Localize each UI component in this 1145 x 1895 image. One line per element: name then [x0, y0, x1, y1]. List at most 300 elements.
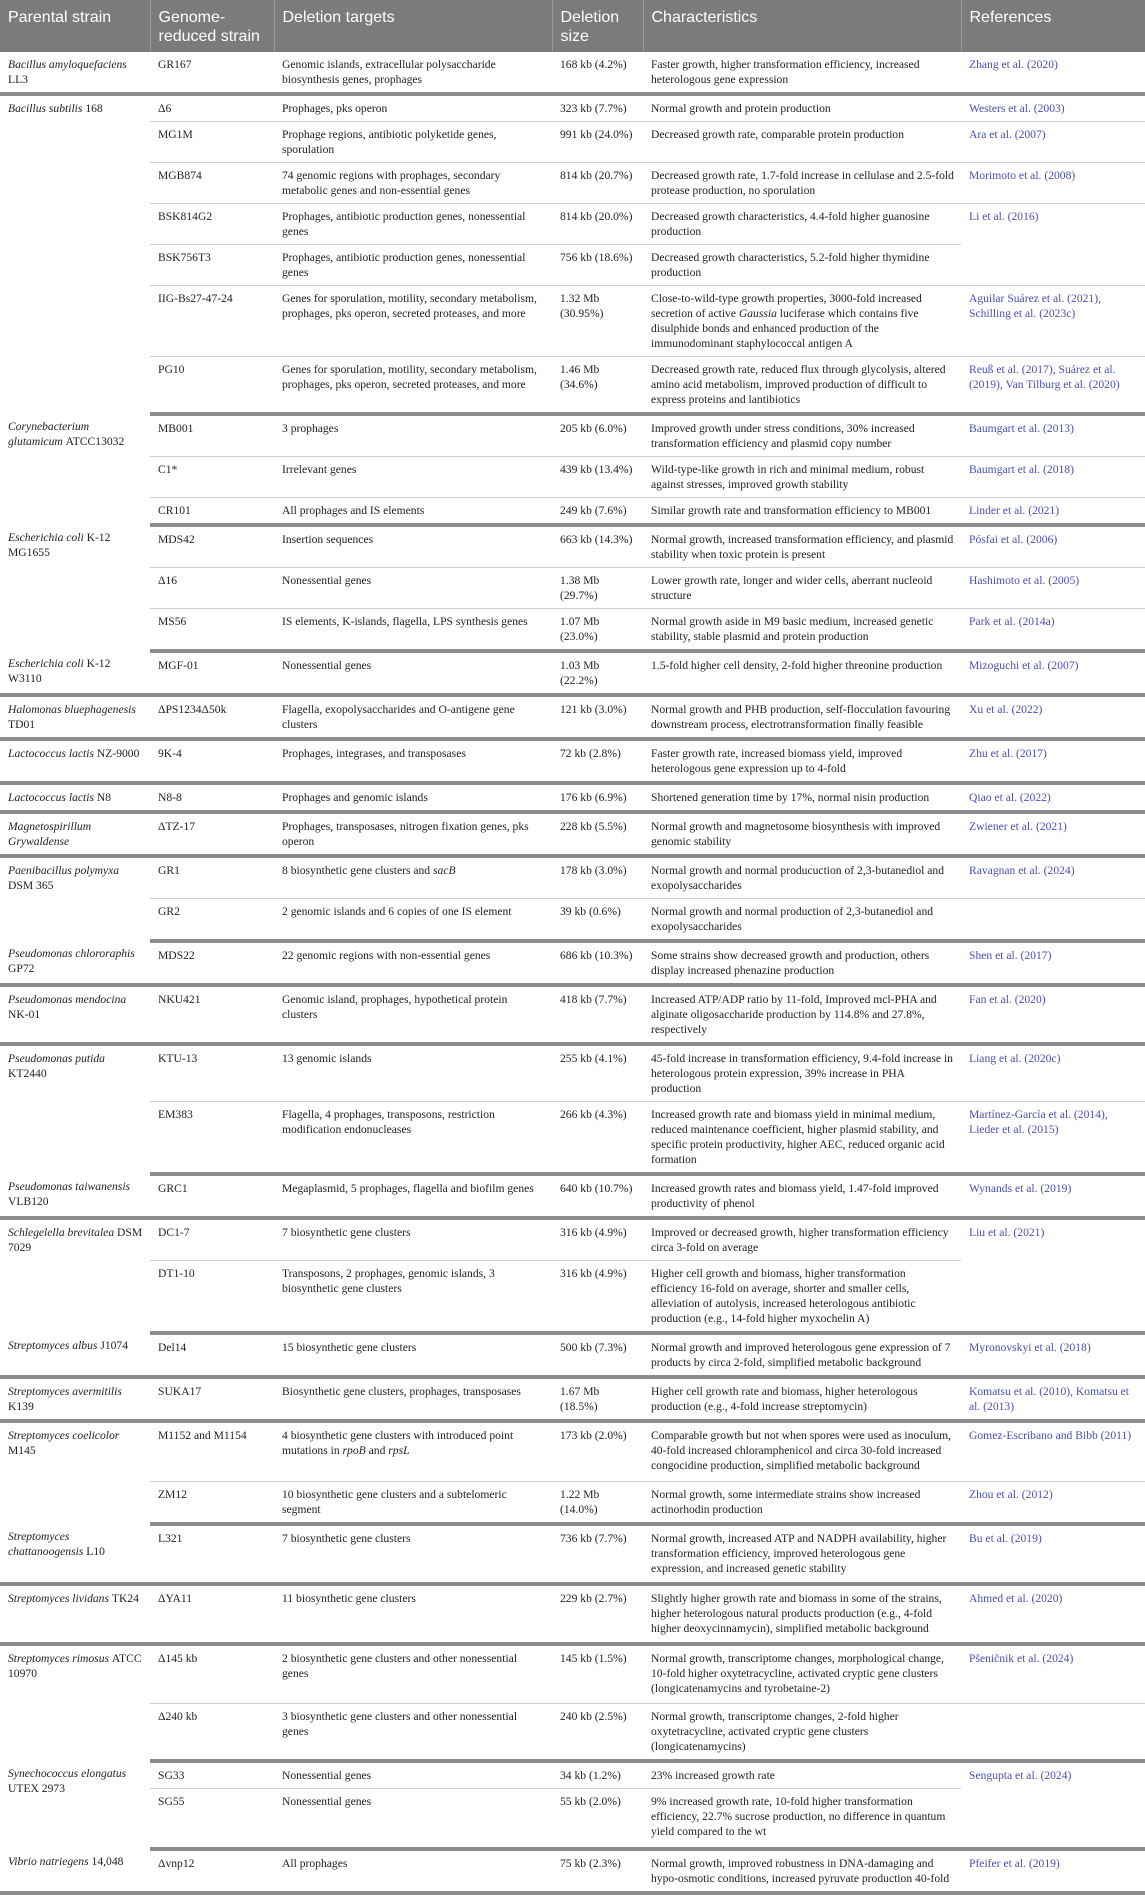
genome-reduced-strain-cell: MGB874: [150, 163, 274, 204]
deletion-size-cell: 249 kb (7.6%): [552, 498, 643, 526]
characteristics-cell: Normal growth, transcriptome changes, 2-fold higher oxytetracycline, activated cryptic gene clusters (longicatenamycins): [643, 1704, 961, 1762]
parental-strain-cell: [0, 856, 150, 941]
characteristics-cell: Normal growth and improved heterologous gene expression of 7 products by circa 2-fold, simplified metabolic background: [643, 1333, 961, 1377]
parental-strain-cell: [0, 1044, 150, 1174]
parent-species-name: Lactococcus lactis: [8, 747, 94, 760]
characteristics-cell: Decreased growth characteristics, 4.4-fold higher guanosine production: [643, 204, 961, 245]
gene-name: rpsL: [388, 1444, 410, 1457]
genome-reduced-strain-cell: DC1-7: [150, 1218, 274, 1261]
parent-strain-id: ATCC13032: [65, 435, 125, 448]
parent-strain-id: M145: [8, 1444, 36, 1457]
reference-cell: Xu et al. (2022): [961, 695, 1145, 739]
deletion-size-cell: 205 kb (6.0%): [552, 414, 643, 457]
deletion-targets-cell: 3 biosynthetic gene clusters and other nonessential genes: [274, 1704, 552, 1762]
targets-text: and: [365, 1444, 389, 1457]
genome-reduced-strain-cell: CR101: [150, 498, 274, 526]
table-row: [0, 245, 1145, 286]
deletion-size-cell: 75 kb (2.3%): [552, 1849, 643, 1893]
genome-reduced-strain-cell: C1*: [150, 457, 274, 498]
characteristics-cell: Normal growth, increased ATP and NADPH availability, higher transformation efficiency, improved heterologous gene expression, and increased genetic stability: [643, 1524, 961, 1584]
reference-cell: Sengupta et al. (2024): [969, 1769, 1072, 1782]
deletion-targets-cell: 10 biosynthetic gene clusters and a subtelomeric segment: [274, 1481, 552, 1524]
deletion-targets-cell: [274, 1421, 552, 1481]
parental-strain-cell: [0, 1377, 150, 1421]
parent-species-name: Bacillus subtilis: [8, 102, 83, 115]
genome-reduced-strain-cell: Δ145 kb: [150, 1644, 274, 1704]
reference-cell: Liang et al. (2020c): [961, 1044, 1145, 1102]
deletion-size-cell: 1.03 Mb (22.2%): [552, 651, 643, 695]
parental-strain-cell: [0, 1524, 150, 1584]
table-row: [0, 1218, 1145, 1261]
reference-cell: Aguilar Suárez et al. (2021), Schilling et al. (2023c): [961, 286, 1145, 357]
table-row: [0, 1102, 1145, 1175]
genome-reduced-strain-cell: Δ240 kb: [150, 1704, 274, 1762]
parental-strain-cell: [0, 651, 150, 695]
genome-reduced-strain-cell: BSK756T3: [150, 245, 274, 286]
reference-cell: Hashimoto et al. (2005): [961, 568, 1145, 609]
reference-cell: [961, 245, 1145, 286]
deletion-targets-cell: Irrelevant genes: [274, 457, 552, 498]
characteristics-cell: Decreased growth characteristics, 5.2-fold higher thymidine production: [643, 245, 961, 286]
deletion-size-cell: 121 kb (3.0%): [552, 695, 643, 739]
deletion-size-cell: 640 kb (10.7%): [552, 1174, 643, 1218]
reference-cell: Wynands et al. (2019): [961, 1174, 1145, 1218]
characteristics-cell: 23% increased growth rate: [643, 1761, 961, 1789]
genome-reduced-strain-cell: MG1M: [150, 122, 274, 163]
deletion-targets-cell: Prophages, transposases, nitrogen fixation genes, pks operon: [274, 812, 552, 856]
table-row: [0, 695, 1145, 739]
parental-strain-cell: [0, 1644, 150, 1762]
genome-reduced-strain-cell: ΔTZ-17: [150, 812, 274, 856]
genome-reduced-strain-cell: ΔPS1234Δ50k: [150, 695, 274, 739]
table-row: [0, 812, 1145, 856]
parent-species-name: Lactococcus lactis: [8, 791, 94, 804]
genome-reduced-strain-cell: MB001: [150, 414, 274, 457]
deletion-size-cell: 145 kb (1.5%): [552, 1644, 643, 1704]
characteristics-cell: Normal growth and protein production: [643, 94, 961, 122]
parent-species-name: Escherichia coli: [8, 531, 84, 544]
deletion-size-cell: 228 kb (5.5%): [552, 812, 643, 856]
table-row: [0, 1789, 1145, 1849]
characteristics-cell: Shortened generation time by 17%, normal nisin production: [643, 783, 961, 812]
reference-cell: Zhou et al. (2012): [961, 1481, 1145, 1524]
table-row: [0, 1044, 1145, 1102]
deletion-targets-cell: Prophages, antibiotic production genes, nonessential genes: [274, 204, 552, 245]
deletion-size-cell: 240 kb (2.5%): [552, 1704, 643, 1762]
parent-species-name: Streptomyces avermitilis: [8, 1385, 122, 1398]
genome-reduced-strain-cell: ΔYA11: [150, 1584, 274, 1644]
parent-species-name: Halomonas bluephagenesis: [8, 703, 136, 716]
characteristics-cell: Normal growth and normal production of 2,3-butanediol and exopolysaccharides: [643, 899, 961, 942]
parent-species-name: Paenibacillus polymyxa: [8, 864, 120, 877]
gene-name: sacB: [433, 864, 456, 877]
reference-cell: Westers et al. (2003): [961, 94, 1145, 122]
reference-cell: Ravagnan et al. (2024): [961, 856, 1145, 899]
parental-strain-cell: [0, 1761, 150, 1849]
reference-cell: Fan et al. (2020): [961, 985, 1145, 1044]
parent-strain-id: N8: [96, 791, 112, 804]
table-header: [0, 0, 1145, 52]
characteristics-cell: Improved growth under stress conditions, 30% increased transformation efficiency and plasmid copy number: [643, 414, 961, 457]
genome-reduced-strain-cell: 9K-4: [150, 739, 274, 783]
deletion-targets-cell: Nonessential genes: [274, 1789, 552, 1849]
deletion-size-cell: 736 kb (7.7%): [552, 1524, 643, 1584]
characteristics-cell: Normal growth and magnetosome biosynthesis with improved genomic stability: [643, 812, 961, 856]
reference-cell: [961, 1704, 1145, 1762]
deletion-size-cell: 72 kb (2.8%): [552, 739, 643, 783]
parent-strain-id: 14,048: [91, 1854, 124, 1868]
deletion-size-cell: 178 kb (3.0%): [552, 856, 643, 899]
parent-species-name: Pseudomonas putida: [8, 1052, 105, 1065]
deletion-size-cell: 229 kb (2.7%): [552, 1584, 643, 1644]
reference-cell: Baumgart et al. (2018): [961, 457, 1145, 498]
parental-strain-cell: [0, 1218, 150, 1333]
deletion-size-cell: 168 kb (4.2%): [552, 52, 643, 94]
deletion-targets-cell: Transposons, 2 prophages, genomic islands, 3 biosynthetic gene clusters: [274, 1261, 552, 1334]
header-deletion-targets: Deletion targets: [274, 0, 552, 52]
genome-reduced-strain-cell: SUKA17: [150, 1377, 274, 1421]
table-row: [0, 651, 1145, 695]
parent-strain-id: LL3: [8, 73, 28, 86]
parent-strain-id: UTEX 2973: [8, 1782, 65, 1795]
deletion-size-cell: 316 kb (4.9%): [552, 1261, 643, 1334]
deletion-targets-cell: IS elements, K-islands, flagella, LPS synthesis genes: [274, 609, 552, 652]
characteristics-cell: Normal growth and PHB production, self-flocculation favouring downstream process, electrotransformation finally feasible: [643, 695, 961, 739]
deletion-targets-cell: 2 genomic islands and 6 copies of one IS element: [274, 899, 552, 942]
header-characteristics: Characteristics: [643, 0, 961, 52]
parent-species-name: Corynebacterium glutamicum: [8, 420, 90, 448]
reference-cell: Reuß et al. (2017), Suárez et al. (2019), Van Tilburg et al. (2020): [961, 357, 1145, 415]
reference-cell: Pfeifer et al. (2019): [961, 1849, 1145, 1893]
reference-cell: Pšeničnik et al. (2024): [961, 1644, 1145, 1704]
deletion-targets-cell: 7 biosynthetic gene clusters: [274, 1218, 552, 1261]
parent-strain-id: L10: [86, 1544, 105, 1558]
genome-reduced-strain-cell: Del14: [150, 1333, 274, 1377]
deletion-targets-cell: 11 biosynthetic gene clusters: [274, 1584, 552, 1644]
parent-species-name: Pseudomonas taiwanensis: [8, 1180, 131, 1193]
characteristics-cell: Lower growth rate, longer and wider cells, aberrant nucleoid structure: [643, 568, 961, 609]
deletion-targets-cell: [274, 856, 552, 899]
characteristics-cell: Improved or decreased growth, higher transformation efficiency circa 3-fold on average: [643, 1218, 961, 1261]
deletion-targets-cell: 13 genomic islands: [274, 1044, 552, 1102]
genome-reduced-strain-cell: KTU-13: [150, 1044, 274, 1102]
parental-strain-cell: [0, 1421, 150, 1524]
genome-reduced-strain-cell: SG55: [150, 1789, 274, 1849]
deletion-targets-cell: Nonessential genes: [274, 568, 552, 609]
characteristics-cell: Normal growth and normal producuction of 2,3-butanediol and exopolysaccharides: [643, 856, 961, 899]
characteristics-cell: Higher cell growth rate and biomass, higher heterologous production (e.g., 4-fold increase streptomycin): [643, 1377, 961, 1421]
characteristics-text: Close-to-wild-type growth properties, 3000-fold increased secretion of active: [651, 292, 922, 320]
parent-strain-id: J1074: [100, 1339, 129, 1352]
genome-reduced-strain-cell: M1152 and M1154: [150, 1421, 274, 1481]
genome-reduced-strain-cell: GR167: [150, 52, 274, 94]
genome-reduced-strain-cell: BSK814G2: [150, 204, 274, 245]
reference-cell: [961, 899, 1145, 942]
table-row: [0, 1704, 1145, 1762]
reference-cell: Shen et al. (2017): [961, 941, 1145, 985]
deletion-size-cell: 1.38 Mb (29.7%): [552, 568, 643, 609]
characteristics-cell: Normal growth aside in M9 basic medium, increased genetic stability, stable plasmid and protein production: [643, 609, 961, 652]
table-row: [0, 1333, 1145, 1377]
deletion-size-cell: 55 kb (2.0%): [552, 1789, 643, 1849]
parent-strain-id: KT2440: [8, 1067, 47, 1080]
deletion-targets-cell: Prophage regions, antibiotic polyketide genes, sporulation: [274, 122, 552, 163]
genome-reduced-strain-cell: MS56: [150, 609, 274, 652]
table-row: [0, 1377, 1145, 1421]
reference-cell: Baumgart et al. (2013): [961, 414, 1145, 457]
table-row: [0, 941, 1145, 985]
genome-reduced-strain-cell: ZM12: [150, 1481, 274, 1524]
table-row: [0, 1481, 1145, 1524]
header-genome-reduced-strain: Genome-reduced strain: [150, 0, 274, 52]
deletion-targets-cell: Nonessential genes: [274, 651, 552, 695]
genome-reduced-strain-cell: MGF-01: [150, 651, 274, 695]
parent-species-name: Streptomyces lividans: [8, 1591, 109, 1605]
deletion-targets-cell: 15 biosynthetic gene clusters: [274, 1333, 552, 1377]
genome-reduced-strain-cell: N8-8: [150, 783, 274, 812]
deletion-size-cell: 1.32 Mb (30.95%): [552, 286, 643, 357]
parent-species-name: Bacillus amyloquefaciens: [8, 58, 127, 71]
characteristics-cell: Normal growth, transcriptome changes, morphological change, 10-fold higher oxytetracycline, activated cryptic gene clusters (longicatenamycins and tyrobetaine-2): [643, 1644, 961, 1704]
characteristics-cell: Faster growth, higher transformation efficiency, increased heterologous gene expression: [643, 52, 961, 94]
parental-strain-cell: [0, 739, 150, 783]
parental-strain-cell: [0, 1849, 150, 1893]
genome-reduced-strain-cell: MDS42: [150, 525, 274, 568]
deletion-size-cell: 991 kb (24.0%): [552, 122, 643, 163]
deletion-size-cell: 1.22 Mb (14.0%): [552, 1481, 643, 1524]
deletion-targets-cell: Flagella, 4 prophages, transposons, restriction modification endonucleases: [274, 1102, 552, 1175]
reference-cell: Komatsu et al. (2010), Komatsu et al. (2013): [961, 1377, 1145, 1421]
table-row: [0, 122, 1145, 163]
parent-species-name: Streptomyces chattanoogensis: [8, 1529, 84, 1558]
table-row: [0, 739, 1145, 783]
deletion-size-cell: 255 kb (4.1%): [552, 1044, 643, 1102]
reference-cell: [961, 1789, 1145, 1849]
reference-cell: Gomez-Escribano and Bibb (2011): [961, 1421, 1145, 1481]
reference-cell: Ara et al. (2007): [961, 122, 1145, 163]
parental-strain-cell: [0, 941, 150, 985]
characteristics-cell: Normal growth, some intermediate strains show increased actinorhodin production: [643, 1481, 961, 1524]
characteristics-cell: Higher cell growth and biomass, higher transformation efficiency 16-fold on average, shorter and smaller cells, alleviation of autolysis, increased heterologous antibiotic production (e.g., 14-fold higher myxochelin A): [643, 1261, 961, 1334]
table-row: [0, 1584, 1145, 1644]
deletion-targets-cell: Prophages, integrases, and transposases: [274, 739, 552, 783]
characteristics-cell: Slightly higher growth rate and biomass in some of the strains, higher heterologous natural products production (e.g., 4-fold higher deoxycinnamycin), simplified metabolic background: [643, 1584, 961, 1644]
genome-reduced-strain-cell: PG10: [150, 357, 274, 415]
deletion-targets-cell: Genes for sporulation, motility, secondary metabolism, prophages, pks operon, secreted proteases, and more: [274, 357, 552, 415]
characteristics-cell: [643, 286, 961, 357]
characteristics-cell: Decreased growth rate, 1.7-fold increase in cellulase and 2.5-fold protease production, no sporulation: [643, 163, 961, 204]
characteristics-text: luciferase which contains five disulphide bonds and enhanced production of the immunodominant staphylococcal antigen A: [651, 307, 919, 350]
deletion-targets-cell: Prophages, pks operon: [274, 94, 552, 122]
parent-species-name: Vibrio natriegens: [8, 1854, 89, 1868]
table-row: [0, 1644, 1145, 1704]
deletion-targets-cell: Prophages and genomic islands: [274, 783, 552, 812]
table-row: [0, 1174, 1145, 1218]
reference-cell: Qiao et al. (2022): [961, 783, 1145, 812]
parent-strain-id: DSM 365: [8, 879, 54, 892]
header-deletion-size: Deletion size: [552, 0, 643, 52]
parental-strain-cell: [0, 1584, 150, 1644]
table-row: [0, 783, 1145, 812]
deletion-targets-cell: 2 biosynthetic gene clusters and other nonessential genes: [274, 1644, 552, 1704]
deletion-size-cell: 34 kb (1.2%): [552, 1761, 643, 1789]
table-row: [0, 498, 1145, 526]
genome-reduced-strain-cell: DT1-10: [150, 1261, 274, 1334]
genome-reduced-strain-cell: L321: [150, 1524, 274, 1584]
deletion-size-cell: 686 kb (10.3%): [552, 941, 643, 985]
table-row: [0, 568, 1145, 609]
genome-reduced-strain-cell: GRC1: [150, 1174, 274, 1218]
table-row: [0, 204, 1145, 245]
parental-strain-cell: [0, 812, 150, 856]
deletion-targets-cell: Biosynthetic gene clusters, prophages, transposases: [274, 1377, 552, 1421]
deletion-size-cell: 1.07 Mb (23.0%): [552, 609, 643, 652]
table-row: [0, 1849, 1145, 1893]
characteristics-cell: Some strains show decreased growth and production, others display increased phenazine production: [643, 941, 961, 985]
reference-cell: Morimoto et al. (2008): [961, 163, 1145, 204]
parent-species-name: Pseudomonas chlororaphis: [8, 947, 135, 960]
deletion-size-cell: 323 kb (7.7%): [552, 94, 643, 122]
table-body: [0, 52, 1145, 1893]
deletion-targets-cell: All prophages and IS elements: [274, 498, 552, 526]
genome-reduced-strain-cell: GR1: [150, 856, 274, 899]
deletion-size-cell: 176 kb (6.9%): [552, 783, 643, 812]
reference-cell: Myronovskyi et al. (2018): [961, 1333, 1145, 1377]
deletion-size-cell: 756 kb (18.6%): [552, 245, 643, 286]
reference-cell: Linder et al. (2021): [961, 498, 1145, 526]
parental-strain-cell: [0, 695, 150, 739]
parent-species-name: Streptomyces rimosus: [8, 1651, 110, 1665]
reference-cell: Park et al. (2014a): [961, 609, 1145, 652]
parental-strain-cell: [0, 1333, 150, 1377]
characteristics-cell: Increased growth rate and biomass yield in minimal medium, reduced maintenance coefficient, higher plasmid stability, and specific protein productivity, higher AEC, reduced organic acid formation: [643, 1102, 961, 1175]
table-row: [0, 414, 1145, 457]
deletion-size-cell: 663 kb (14.3%): [552, 525, 643, 568]
deletion-targets-cell: 3 prophages: [274, 414, 552, 457]
characteristics-cell: 9% increased growth rate, 10-fold higher transformation efficiency, 22.7% sucrose production, no difference in quantum yield compared to the wt: [643, 1789, 961, 1849]
characteristics-cell: Normal growth, improved robustness in DNA-damaging and hypo-osmotic conditions, increased pyruvate production 40-fold: [643, 1849, 961, 1893]
characteristics-cell: Increased ATP/ADP ratio by 11-fold, Improved mcl-PHA and alginate oligosaccharide production by 114.8% and 27.8%, respectively: [643, 985, 961, 1044]
parental-strain-cell: [0, 52, 150, 94]
parent-strain-id: NK-01: [8, 1008, 41, 1021]
parent-species-name: Streptomyces albus: [8, 1339, 98, 1352]
deletion-targets-cell: 7 biosynthetic gene clusters: [274, 1524, 552, 1584]
deletion-size-cell: 418 kb (7.7%): [552, 985, 643, 1044]
parent-species-name: Magnetospirillum Grywaldense: [8, 820, 92, 848]
characteristics-cell: Faster growth rate, increased biomass yield, improved heterologous gene expression up to 4-fold: [643, 739, 961, 783]
parental-strain-cell: [0, 783, 150, 812]
table-row: [0, 985, 1145, 1044]
deletion-targets-cell: Insertion sequences: [274, 525, 552, 568]
reference-cell: Zhang et al. (2020): [961, 52, 1145, 94]
deletion-targets-cell: Prophages, antibiotic production genes, nonessential genes: [274, 245, 552, 286]
reference-cell: Ahmed et al. (2020): [961, 1584, 1145, 1644]
table-row: [0, 286, 1145, 357]
deletion-targets-cell: 22 genomic regions with non-essential genes: [274, 941, 552, 985]
characteristics-cell: Decreased growth rate, comparable protein production: [643, 122, 961, 163]
table-row: [0, 357, 1145, 415]
table-row: [0, 1524, 1145, 1584]
characteristics-cell: 45-fold increase in transformation efficiency, 9.4-fold increase in heterologous protein expression, 39% increase in PHA production: [643, 1044, 961, 1102]
genome-reduced-strain-cell: Δvnp12: [150, 1849, 274, 1893]
parent-species-name: Synechococcus elongatus: [8, 1767, 127, 1780]
parent-strain-id: K-12 MG1655: [8, 531, 111, 559]
genome-reduced-strain-cell: Δ6: [150, 94, 274, 122]
genome-reduced-strain-cell: MDS22: [150, 941, 274, 985]
genome-reduced-strain-cell: Δ16: [150, 568, 274, 609]
reference-cell: Mizoguchi et al. (2007): [961, 651, 1145, 695]
deletion-size-cell: 266 kb (4.3%): [552, 1102, 643, 1175]
deletion-size-cell: 500 kb (7.3%): [552, 1333, 643, 1377]
table-row: [0, 457, 1145, 498]
parent-strain-id: GP72: [8, 962, 35, 975]
deletion-targets-cell: 74 genomic regions with prophages, secondary metabolic genes and non-essential genes: [274, 163, 552, 204]
reference-cell: [961, 1261, 1145, 1334]
deletion-size-cell: 1.67 Mb (18.5%): [552, 1377, 643, 1421]
reference-cell: Zwiener et al. (2021): [961, 812, 1145, 856]
deletion-targets-cell: Megaplasmid, 5 prophages, flagella and biofilm genes: [274, 1174, 552, 1218]
deletion-targets-cell: Genes for sporulation, motility, secondary metabolism, prophages, pks operon, secreted proteases, and more: [274, 286, 552, 357]
deletion-size-cell: 439 kb (13.4%): [552, 457, 643, 498]
deletion-size-cell: 814 kb (20.7%): [552, 163, 643, 204]
header-references: References: [961, 0, 1145, 52]
table-row: [0, 609, 1145, 652]
characteristics-cell: Normal growth, increased transformation efficiency, and plasmid stability when toxic protein is present: [643, 525, 961, 568]
parent-strain-id: K139: [8, 1400, 34, 1413]
parental-strain-cell: [0, 414, 150, 525]
parent-strain-id: DSM 7029: [8, 1226, 143, 1254]
reference-cell: Pósfai et al. (2006): [961, 525, 1145, 568]
parent-strain-id: NZ-9000: [96, 747, 140, 760]
table-row: [0, 52, 1145, 94]
parental-strain-cell: [0, 1174, 150, 1218]
characteristics-cell: Increased growth rates and biomass yield, 1.47-fold improved productivity of phenol: [643, 1174, 961, 1218]
header-row: [0, 0, 1145, 52]
characteristics-cell: Similar growth rate and transformation efficiency to MB001: [643, 498, 961, 526]
table-row: [0, 856, 1145, 899]
parent-strain-id: ATCC 10970: [8, 1651, 142, 1680]
deletion-targets-cell: Nonessential genes: [274, 1761, 552, 1789]
genome-reduced-strain-cell: NKU421: [150, 985, 274, 1044]
genome-reduced-strain-cell: EM383: [150, 1102, 274, 1175]
parent-species-name: Streptomyces coelicolor: [8, 1429, 120, 1442]
characteristics-cell: Decreased growth rate, reduced flux through glycolysis, altered amino acid metabolism, improved production of difficult to express proteins and lantibiotics: [643, 357, 961, 415]
table-row: [0, 525, 1145, 568]
genome-reduced-strain-cell: GR2: [150, 899, 274, 942]
parent-strain-id: TK24: [111, 1591, 139, 1605]
deletion-targets-cell: Flagella, exopolysaccharides and O-antigene gene clusters: [274, 695, 552, 739]
parent-strain-id: VLB120: [8, 1195, 49, 1208]
targets-text: 4 biosynthetic gene clusters with introduced point mutations in: [282, 1429, 514, 1457]
table-row: [0, 899, 1145, 942]
characteristics-cell: 1.5-fold higher cell density, 2-fold higher threonine production: [643, 651, 961, 695]
genome-reduced-strain-cell: IIG-Bs27-47-24: [150, 286, 274, 357]
parent-species-name: Schlegelella brevitalea: [8, 1226, 115, 1239]
deletion-size-cell: 39 kb (0.6%): [552, 899, 643, 942]
deletion-size-cell: 1.46 Mb (34.6%): [552, 357, 643, 415]
reference-cell: Zhu et al. (2017): [961, 739, 1145, 783]
parent-species-name: Pseudomonas mendocina: [8, 993, 127, 1006]
reference-cell: Liu et al. (2021): [969, 1226, 1045, 1239]
table-row: [0, 1761, 1145, 1789]
table-row: [0, 1421, 1145, 1481]
deletion-size-cell: 316 kb (4.9%): [552, 1218, 643, 1261]
parent-species-name: Escherichia coli: [8, 657, 84, 670]
targets-text: 8 biosynthetic gene clusters and: [282, 864, 434, 877]
parental-strain-cell: [0, 94, 150, 414]
characteristics-cell: Comparable growth but not when spores were used as inoculum, 40-fold increased chloramphenicol and circa 30-fold increased congocidine production, simplified metabolic background: [643, 1421, 961, 1481]
table-row: [0, 1261, 1145, 1334]
